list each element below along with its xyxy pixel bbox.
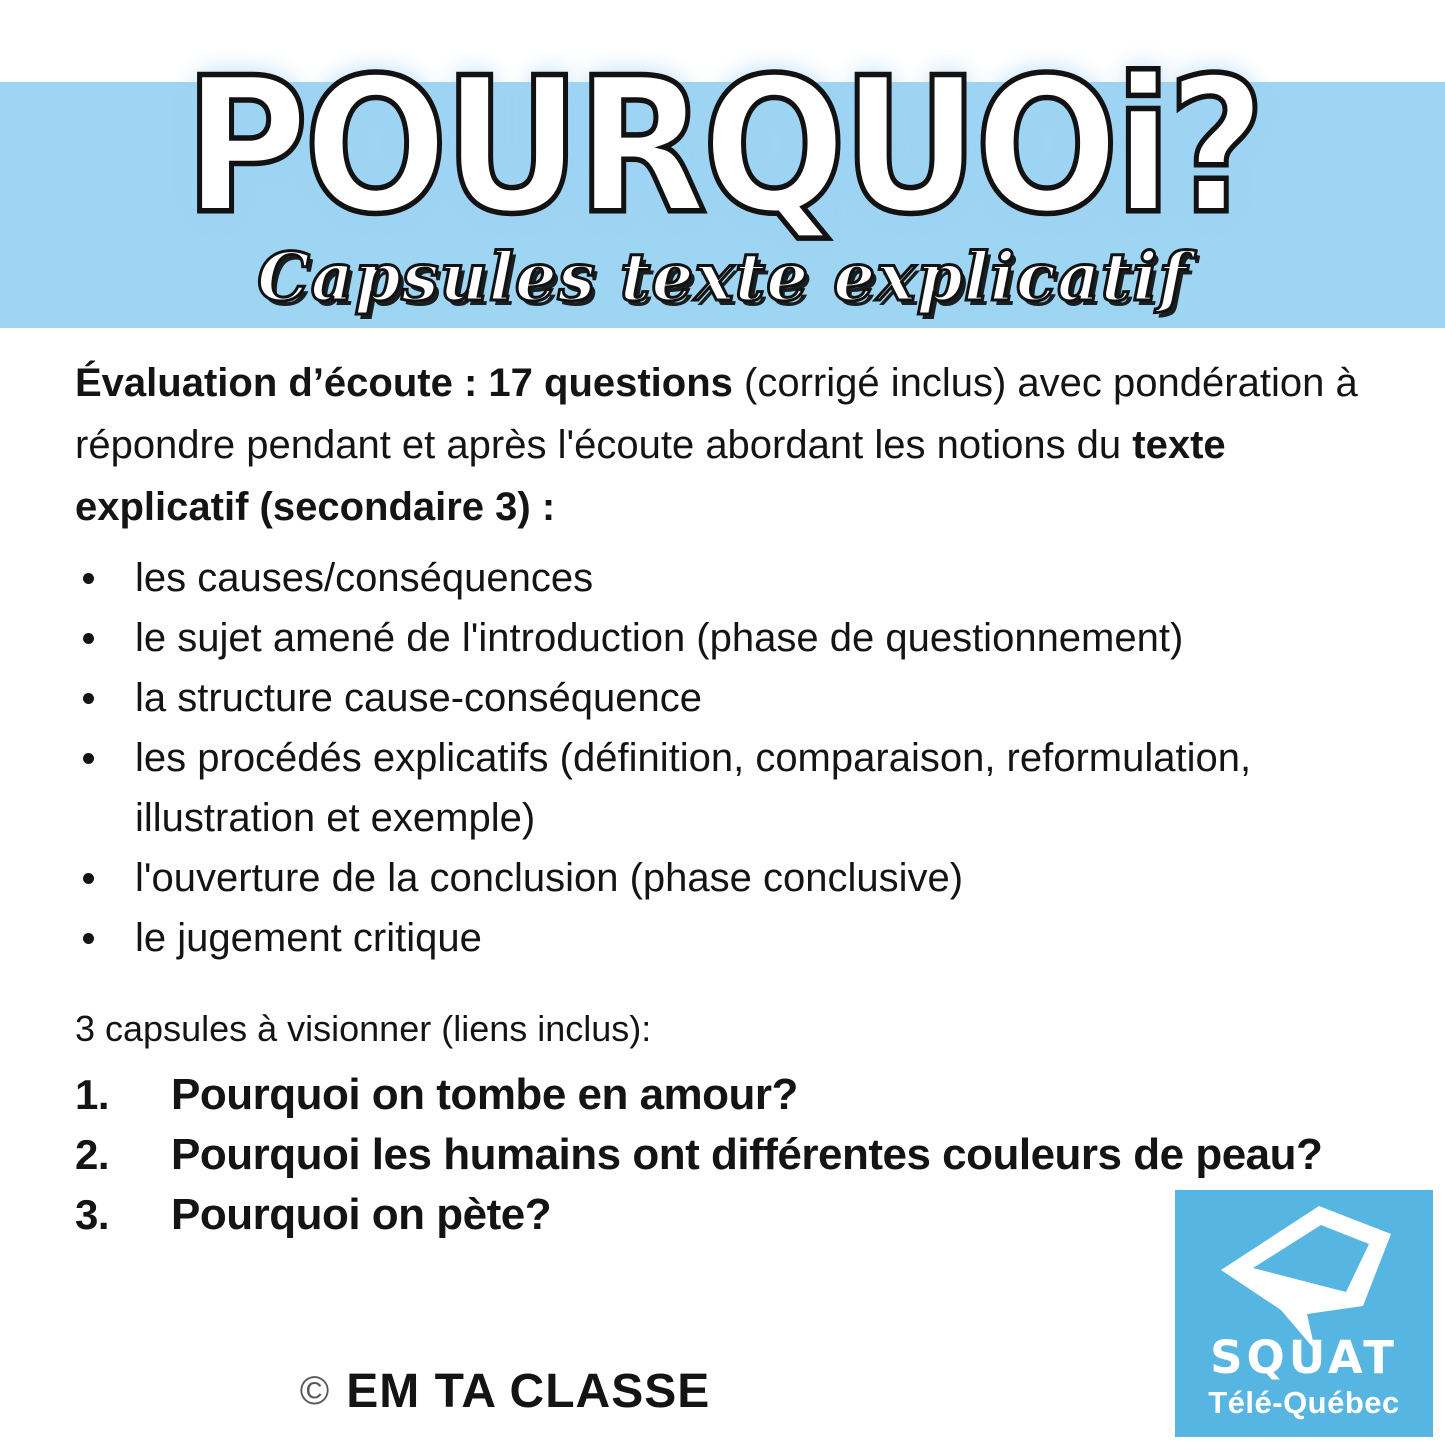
speech-bubble-q-icon	[1209, 1200, 1401, 1352]
description-section	[75, 352, 1387, 968]
capsule-number: 1.	[75, 1071, 110, 1118]
intro-paragraph	[75, 352, 1387, 538]
intro-middle-text: (corrigé inclus) avec pondération à répondre pendant et après l'écoute abordant les notions du	[75, 361, 1358, 467]
capsule-number: 3.	[75, 1191, 110, 1238]
list-item: la structure cause-conséquence	[75, 668, 1387, 728]
list-item: les causes/conséquences	[75, 548, 1387, 608]
intro-tail-bold: texte explicatif (secondaire 3) :	[75, 423, 1226, 529]
logo-subname: Télé-Québec	[1208, 1385, 1400, 1420]
credit-text: EM TA CLASSE	[346, 1365, 711, 1418]
squat-tele-quebec-logo	[1175, 1190, 1433, 1437]
copyright-line	[0, 1362, 1010, 1424]
capsule-item	[75, 1070, 1415, 1130]
capsule-number: 2.	[75, 1131, 110, 1178]
page-subtitle: Capsules texte explicatif	[257, 238, 1188, 316]
capsule-title: Pourquoi on tombe en amour?	[171, 1070, 798, 1119]
page-title: POURQUOi?	[183, 38, 1262, 256]
copyright-icon: ©	[299, 1369, 331, 1413]
capsule-title: Pourquoi les humains ont différentes couleurs de peau?	[171, 1130, 1323, 1179]
list-item: les procédés explicatifs (définition, comparaison, reformulation, illustration et exemple)	[75, 728, 1387, 848]
list-item: le jugement critique	[75, 908, 1387, 968]
list-item: le sujet amené de l'introduction (phase de questionnement)	[75, 608, 1387, 668]
capsule-item	[75, 1130, 1415, 1190]
capsule-title: Pourquoi on pète?	[171, 1190, 552, 1239]
list-item: l'ouverture de la conclusion (phase conclusive)	[75, 848, 1387, 908]
intro-lead-bold: Évaluation d’écoute : 17 questions	[75, 361, 745, 405]
capsules-heading: 3 capsules à visionner (liens inclus):	[75, 1008, 652, 1049]
header-banner	[0, 38, 1445, 328]
logo-name: SQUAT	[1210, 1331, 1398, 1384]
notions-list	[75, 548, 1387, 968]
